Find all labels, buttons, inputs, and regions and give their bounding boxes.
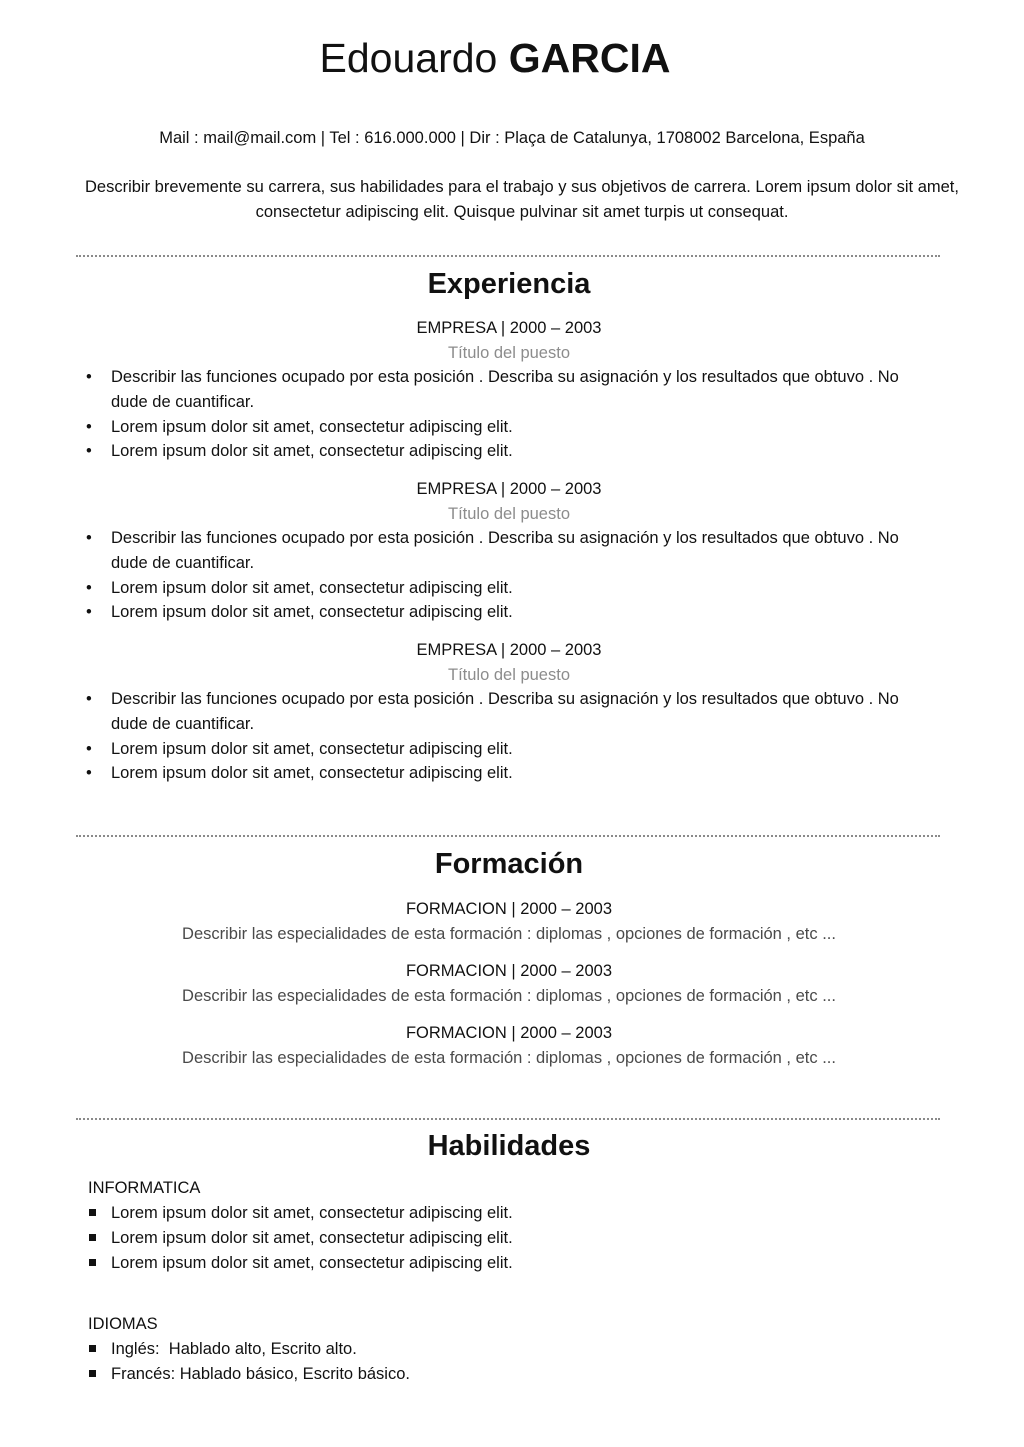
job-position: Título del puesto (448, 665, 570, 684)
education-description: Describir las especialidades de esta formación : diplomas , opciones de formación , etc ... (182, 1049, 836, 1067)
job-bullets (84, 365, 914, 464)
bullet-text: Describir las funciones ocupado por esta posición . Describa su asignación y los resultados que obtuvo . No dude de cuantificar. (111, 368, 899, 411)
list-item (88, 1337, 938, 1362)
job-company: EMPRESA | 2000 – 2003 (416, 641, 602, 659)
list-item (84, 415, 914, 440)
list-item (88, 1362, 938, 1387)
bullet-icon: • (86, 690, 92, 708)
first-name: Edouardo (319, 35, 498, 81)
bullet-icon: • (86, 739, 92, 758)
last-name: GARCIA (508, 35, 671, 81)
section-title-experience: Experiencia (427, 268, 591, 300)
career-summary: Describir brevemente su carrera, sus habilidades para el trabajo y sus objetivos de carrera. Lorem ipsum dolor sit amet, consectetur adipiscing elit. Quisque pulvinar sit amet turpis ut consequat. (85, 178, 959, 221)
job-bullets (84, 526, 914, 625)
section-divider (76, 1118, 940, 1120)
list-item (88, 1251, 938, 1276)
list-item (84, 439, 914, 464)
skills-computing-label: INFORMATICA (88, 1179, 201, 1197)
bullet-icon: • (86, 603, 92, 622)
job-company: EMPRESA | 2000 – 2003 (416, 480, 602, 498)
job-bullets (84, 687, 914, 786)
list-item (84, 761, 914, 786)
bullet-text: Lorem ipsum dolor sit amet, consectetur adipiscing elit. (111, 739, 513, 758)
skills-computing-list (88, 1201, 938, 1275)
education-description: Describir las especialidades de esta formación : diplomas , opciones de formación , etc ... (182, 987, 836, 1005)
skills-languages (88, 1312, 938, 1387)
list-item (84, 365, 914, 415)
education-entry (0, 959, 1018, 1009)
job-entry (0, 316, 1018, 464)
education-description: Describir las especialidades de esta formación : diplomas , opciones de formación , etc ... (182, 925, 836, 943)
bullet-icon: • (86, 442, 92, 461)
bullet-text: Describir las funciones ocupado por esta posición . Describa su asignación y los resultados que obtuvo . No dude de cuantificar. (111, 529, 899, 572)
skills-languages-label: IDIOMAS (88, 1315, 158, 1333)
bullet-icon: • (86, 368, 92, 386)
section-divider (76, 255, 940, 257)
job-entry (0, 477, 1018, 625)
list-item (84, 737, 914, 762)
bullet-icon: • (86, 578, 92, 597)
job-position: Título del puesto (448, 504, 570, 523)
bullet-icon: • (86, 417, 92, 436)
language-text: Francés: Hablado básico, Escrito básico. (111, 1364, 410, 1383)
list-item (84, 600, 914, 625)
list-item (88, 1201, 938, 1226)
language-text: Inglés: Hablado alto, Escrito alto. (111, 1340, 357, 1358)
section-title-education: Formación (434, 848, 584, 880)
skills-languages-list (88, 1337, 938, 1387)
bullet-text: Lorem ipsum dolor sit amet, consectetur adipiscing elit. (111, 764, 513, 783)
bullet-text: Lorem ipsum dolor sit amet, consectetur adipiscing elit. (111, 442, 513, 461)
bullet-icon: • (86, 764, 92, 783)
bullet-text: Lorem ipsum dolor sit amet, consectetur adipiscing elit. (111, 603, 513, 622)
skill-text: Lorem ipsum dolor sit amet, consectetur adipiscing elit. (111, 1204, 513, 1222)
section-title-skills: Habilidades (427, 1130, 591, 1162)
list-item (84, 526, 914, 576)
square-bullet-icon (89, 1234, 96, 1241)
section-divider (76, 835, 940, 837)
square-bullet-icon (89, 1259, 96, 1266)
person-name (0, 34, 990, 82)
skill-text: Lorem ipsum dolor sit amet, consectetur adipiscing elit. (111, 1228, 513, 1247)
education-heading: FORMACION | 2000 – 2003 (405, 1024, 613, 1042)
education-entry (0, 897, 1018, 947)
list-item (88, 1226, 938, 1251)
bullet-text: Describir las funciones ocupado por esta posición . Describa su asignación y los resultados que obtuvo . No dude de cuantificar. (111, 690, 899, 733)
skills-computing (88, 1176, 938, 1275)
job-company: EMPRESA | 2000 – 2003 (416, 319, 602, 337)
square-bullet-icon (89, 1345, 96, 1352)
job-entry (0, 638, 1018, 786)
bullet-text: Lorem ipsum dolor sit amet, consectetur adipiscing elit. (111, 417, 513, 436)
square-bullet-icon (89, 1370, 96, 1377)
job-position: Título del puesto (448, 343, 570, 362)
education-entry (0, 1021, 1018, 1071)
education-heading: FORMACION | 2000 – 2003 (405, 962, 613, 980)
skill-text: Lorem ipsum dolor sit amet, consectetur adipiscing elit. (111, 1253, 513, 1272)
square-bullet-icon (89, 1209, 96, 1216)
bullet-icon: • (86, 529, 92, 547)
list-item (84, 687, 914, 737)
list-item (84, 576, 914, 601)
contact-line: Mail : mail@mail.com | Tel : 616.000.000 | Dir : Plaça de Catalunya, 1708002 Barcelona, España (159, 129, 865, 147)
bullet-text: Lorem ipsum dolor sit amet, consectetur adipiscing elit. (111, 578, 513, 597)
education-heading: FORMACION | 2000 – 2003 (405, 900, 613, 918)
